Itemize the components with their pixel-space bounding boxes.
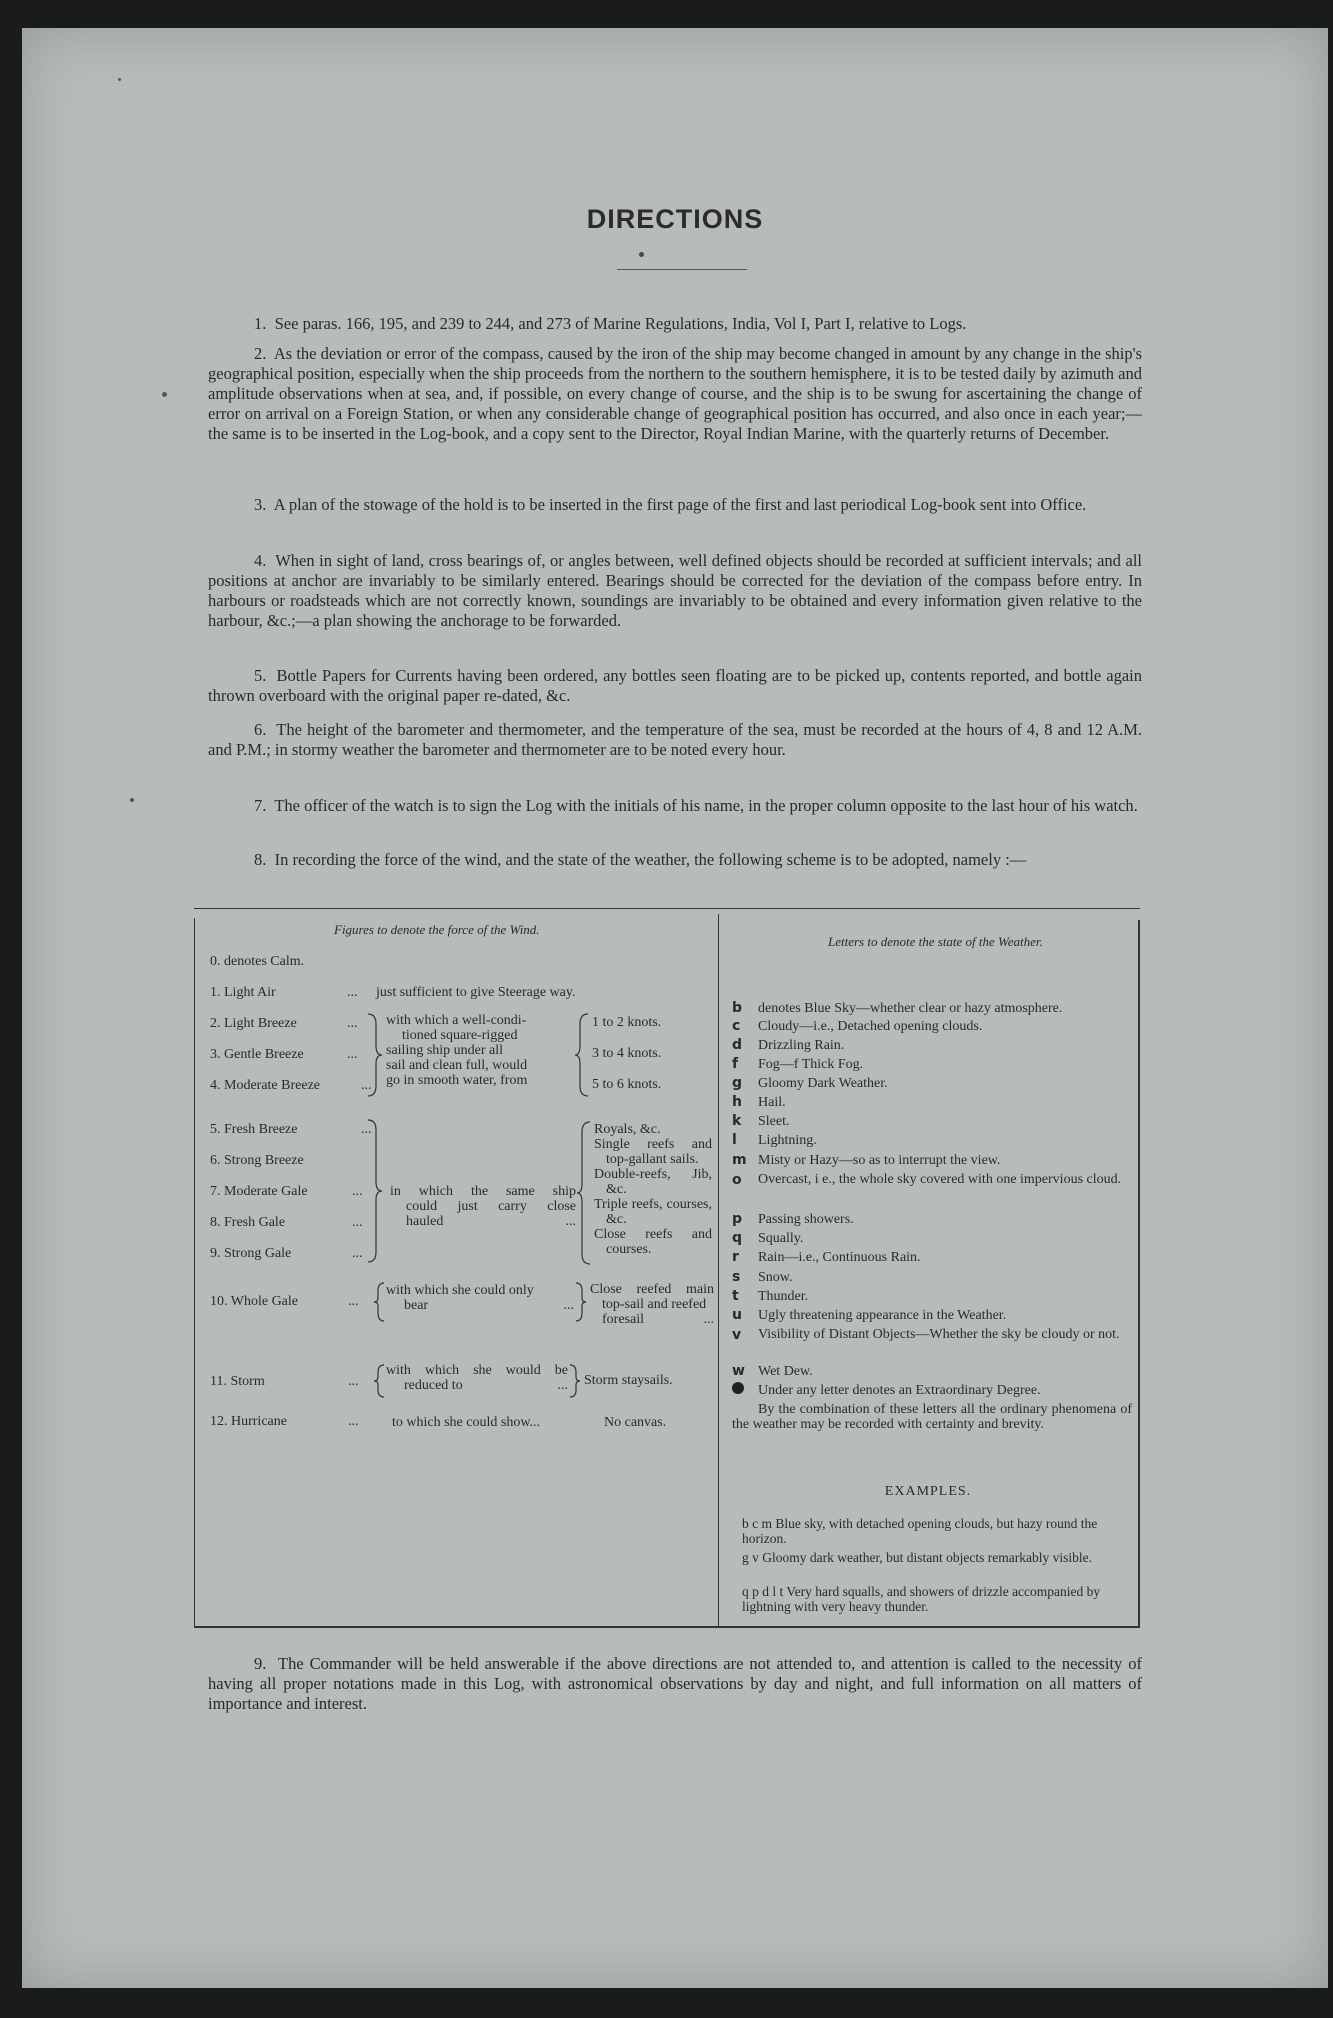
weather-description: denotes Blue Sky—whether clear or hazy atmosphere. — [758, 1001, 1063, 1016]
title-rule — [617, 269, 747, 270]
paragraph-3 — [208, 495, 1142, 515]
description-line: sailing ship under all — [386, 1043, 504, 1058]
page-title: DIRECTIONS — [586, 204, 764, 234]
wind-number: 12. — [210, 1414, 228, 1429]
wind-leader-dots: ... — [348, 1374, 359, 1389]
description-line: with which she could only — [386, 1283, 534, 1298]
wind-label: Moderate Breeze — [224, 1078, 320, 1093]
paragraph-text: Bottle Papers for Currents having been ordered, any bottles seen floating are to be picked up, contents reported, and bottle again thrown overboard with the original paper re-dated, &c. — [208, 666, 1143, 705]
description-line — [386, 1378, 568, 1393]
paragraph-text: The height of the barometer and thermometer, and the temperature of the sea, must be recorded at the hours of 4, 8 and 12 A.M. and P.M.; in stormy weather the barometer and thermometer are to be noted every hour. — [208, 720, 1142, 759]
wind-row-10 — [210, 1293, 370, 1310]
weather-description: Misty or Hazy—so as to interrupt the view. — [758, 1153, 1001, 1168]
wind-row-8 — [210, 1214, 370, 1231]
paragraph-6 — [208, 720, 1142, 760]
wind-label: Moderate Gale — [224, 1184, 308, 1199]
description-line — [386, 1298, 574, 1313]
whole-gale-sails — [590, 1282, 714, 1327]
paragraph-text: The officer of the watch is to sign the Log with the initials of his name, in the proper column opposite to the last hour of his watch. — [274, 796, 1138, 815]
wind-row-1 — [210, 984, 710, 1001]
description-text: bear — [404, 1298, 429, 1313]
knots-line: 1 to 2 knots. — [592, 1015, 662, 1030]
extraordinary-dot-icon — [732, 1382, 744, 1399]
sails-line: Close reefed main — [590, 1282, 714, 1297]
paragraph-9 — [208, 1654, 1142, 1714]
weather-letter: s — [732, 1269, 741, 1285]
description-line: tioned square-rigged — [402, 1028, 518, 1043]
sails-line: top-gallant sails. — [606, 1152, 699, 1167]
wind-leader-dots: ... — [352, 1215, 363, 1230]
example-text: q p d l t Very hard squalls, and showers of drizzle accompanied by lightning with very heavy thunder. — [742, 1584, 1101, 1614]
example-text: g v Gloomy dark weather, but distant objects remarkably visible. — [742, 1550, 1092, 1565]
wind-row-12 — [210, 1413, 370, 1430]
group1-left-brace — [364, 1012, 386, 1098]
weather-description: Squally. — [758, 1231, 804, 1246]
wind-row-4 — [210, 1077, 380, 1094]
weather-description: Thunder. — [758, 1289, 809, 1304]
paragraph-text: As the deviation or error of the compass, caused by the iron of the ship may become changed in amount by any change in the ship's geographical position, especially when the ship proceeds from the northern to the southern hemisphere, it is to be tested daily by azimuth and amplitude observations when at sea, and, if possible, on every change of course, and the ship is to be swung for ascertaining the change of error on arrival on a Foreign Station, or when any considerable change of geographical position has occurred, and also once in each year;—the same is to be inserted in the Log-book, and a copy sent to the Director, Royal Indian Marine, with the quarterly returns of December. — [208, 344, 1143, 443]
wind-label: denotes Calm. — [224, 954, 305, 969]
group1-description — [386, 1013, 576, 1088]
wind-leader-dots: ... — [361, 1122, 372, 1137]
paper-spot — [162, 392, 167, 397]
wind-number: 4. — [210, 1078, 221, 1093]
weather-letter: v — [732, 1327, 742, 1343]
weather-description: Rain—i.e., Continuous Rain. — [758, 1250, 921, 1265]
wind-leader-dots: ... — [352, 1246, 363, 1261]
paragraph-text: In recording the force of the wind, and the state of the weather, the following scheme is to be adopted, namely :— — [274, 850, 1027, 869]
wind-leader-dots: ... — [565, 1214, 576, 1229]
sails-line: top-sail and reefed — [602, 1297, 707, 1312]
wind-leader-dots: ... — [563, 1298, 574, 1313]
description-line: sail and clean full, would — [386, 1058, 528, 1073]
weather-description: Overcast, i e., the whole sky covered with one impervious cloud. — [758, 1172, 1122, 1187]
group1-knots — [592, 1015, 661, 1092]
wind-row-0 — [210, 953, 304, 970]
wind-number: 5. — [210, 1122, 221, 1137]
hurricane-sails: No canvas. — [604, 1415, 667, 1430]
wind-number: 8. — [210, 1215, 221, 1230]
wind-row-5 — [210, 1121, 370, 1138]
wind-leader-dots: ... — [703, 1312, 714, 1327]
description-line — [390, 1214, 576, 1229]
weather-description: Visibility of Distant Objects—Whether the sky be cloudy or not. — [758, 1327, 1120, 1342]
weather-letter: b — [732, 1000, 743, 1016]
paragraph-text: See paras. 166, 195, and 239 to 244, and 273 of Marine Regulations, India, Vol I, Part I, relative to Logs. — [274, 314, 967, 333]
weather-letter: c — [732, 1018, 741, 1034]
weather-letter: l — [732, 1132, 737, 1148]
wind-row-2 — [210, 1015, 370, 1032]
sails-line — [590, 1312, 714, 1327]
weather-description: Passing showers. — [758, 1212, 854, 1227]
paragraph-8 — [208, 850, 1142, 870]
example-3 — [742, 1584, 1134, 1614]
weather-letter: u — [732, 1307, 742, 1323]
sails-line: Triple reefs, courses, — [594, 1197, 712, 1212]
example-2 — [742, 1550, 1134, 1565]
examples-title: EXAMPLES. — [884, 1484, 972, 1499]
table-top-rule — [194, 908, 1140, 909]
storm-right-brace — [568, 1363, 582, 1399]
weather-letter: p — [732, 1211, 743, 1227]
wind-leader-dots: ... — [347, 1047, 358, 1062]
wind-label: Strong Breeze — [224, 1153, 304, 1168]
weather-description: Cloudy—i.e., Detached opening clouds. — [758, 1019, 983, 1034]
sails-line: &c. — [606, 1212, 627, 1227]
paragraph-text: When in sight of land, cross bearings of, or angles between, well defined objects should be recorded at sufficient intervals; and all positions at anchor are invariably to be similarly entered. Bearings should be corrected for the deviation of the compass before entry. In harbours or roadsteads which are not correctly known, soundings are invariably to be obtained and every information given relative to the harbour, &c.;—a plan showing the anchorage to be forwarded. — [208, 551, 1142, 630]
wind-leader-dots: ... — [361, 1078, 372, 1093]
storm-sails: Storm staysails. — [584, 1373, 673, 1388]
weather-letter: k — [732, 1113, 742, 1129]
group2-sails — [594, 1122, 712, 1257]
wind-leader-dots: ... — [348, 1414, 359, 1429]
paragraph-number: 4. — [254, 551, 267, 570]
sails-line: &c. — [606, 1182, 627, 1197]
wind-label: Storm — [230, 1374, 265, 1389]
storm-description — [386, 1363, 568, 1393]
wind-description: just sufficient to give Steerage way. — [376, 985, 576, 1000]
sails-line: Royals, &c. — [594, 1122, 661, 1137]
weather-description: Wet Dew. — [758, 1364, 813, 1379]
weather-letter: w — [732, 1363, 745, 1379]
whole-gale-left-brace — [372, 1281, 386, 1323]
weather-letter: t — [732, 1288, 739, 1304]
weather-letter: o — [732, 1172, 742, 1188]
wind-label: Fresh Gale — [224, 1215, 286, 1230]
weather-letter: d — [732, 1037, 743, 1053]
weather-description: Drizzling Rain. — [758, 1038, 845, 1053]
group2-left-brace — [364, 1118, 386, 1264]
wind-number: 1. — [210, 985, 221, 1000]
wind-label: Whole Gale — [230, 1294, 298, 1309]
paragraph-number: 5. — [254, 666, 267, 685]
wind-number: 0. — [210, 954, 221, 969]
table-right-rule — [1138, 920, 1140, 1628]
group2-right-brace — [576, 1120, 596, 1266]
wind-number: 9. — [210, 1246, 221, 1261]
wind-row-9 — [210, 1245, 370, 1262]
weather-column-header: Letters to denote the state of the Weather. — [828, 934, 1043, 949]
paragraph-number: 6. — [254, 720, 267, 739]
description-line: go in smooth water, from — [386, 1073, 528, 1088]
document-page — [22, 28, 1328, 1988]
wind-number: 6. — [210, 1153, 221, 1168]
paragraph-4 — [208, 551, 1142, 631]
paper-spot — [130, 798, 134, 802]
example-text: b c m Blue sky, with detached opening clouds, but hazy round the horizon. — [742, 1516, 1098, 1546]
paragraph-5 — [208, 666, 1142, 706]
group2-description — [390, 1184, 576, 1229]
wind-number: 7. — [210, 1184, 221, 1199]
weather-description: Hail. — [758, 1095, 786, 1110]
storm-left-brace — [372, 1363, 386, 1399]
description-line: with which she would be — [386, 1363, 568, 1378]
knots-line: 5 to 6 knots. — [592, 1077, 662, 1092]
title-ornament-dot — [639, 252, 644, 257]
wind-label: Gentle Breeze — [224, 1047, 304, 1062]
whole-gale-right-brace — [574, 1281, 588, 1323]
table-bottom-rule — [194, 1626, 1140, 1628]
wind-row-11 — [210, 1373, 370, 1390]
paragraph-text: A plan of the stowage of the hold is to be inserted in the first page of the first and last periodical Log-book sent into Office. — [273, 495, 1087, 514]
paragraph-number: 2. — [254, 344, 267, 363]
paragraph-number: 8. — [254, 850, 267, 869]
example-1 — [742, 1516, 1134, 1546]
wind-row-7 — [210, 1183, 370, 1200]
paragraph-7 — [208, 796, 1142, 816]
wind-leader-dots: ... — [557, 1378, 568, 1393]
wind-leader-dots: ... — [347, 985, 358, 1000]
wind-label: Light Breeze — [224, 1016, 297, 1031]
description-line: could just carry close — [406, 1199, 576, 1214]
wind-number: 3. — [210, 1047, 221, 1062]
paragraph-number: 7. — [254, 796, 267, 815]
weather-description: Ugly threatening appearance in the Weather. — [758, 1308, 1007, 1323]
wind-label: Light Air — [224, 985, 276, 1000]
paragraph-number: 9. — [254, 1654, 267, 1673]
weather-letter: g — [732, 1075, 743, 1091]
sails-line: Close reefs and — [594, 1227, 712, 1242]
wind-label: Fresh Breeze — [224, 1122, 298, 1137]
weather-description: Snow. — [758, 1270, 793, 1285]
wind-label: Hurricane — [231, 1414, 287, 1429]
sails-line: Double-reefs, Jib, — [594, 1167, 712, 1182]
wind-leader-dots: ... — [352, 1184, 363, 1199]
wind-label: Strong Gale — [224, 1246, 292, 1261]
weather-letter: f — [732, 1056, 739, 1072]
paper-spot — [118, 78, 121, 81]
description-text: hauled — [406, 1214, 444, 1229]
group1-right-brace — [574, 1012, 594, 1098]
weather-letter: h — [732, 1094, 742, 1110]
table-left-rule — [194, 918, 195, 1626]
whole-gale-description — [386, 1283, 574, 1313]
sails-line: Single reefs and — [594, 1137, 712, 1152]
description-line: with which a well-condi- — [386, 1013, 527, 1028]
description-text: reduced to — [404, 1378, 463, 1393]
weather-description: Sleet. — [758, 1114, 790, 1129]
paragraph-2 — [208, 344, 1142, 444]
wind-weather-table — [194, 908, 1140, 1628]
description-line: in which the same ship — [390, 1184, 576, 1199]
weather-letter: m — [732, 1152, 747, 1168]
paragraph-text: The Commander will be held answerable if the above directions are not attended to, and attention is called to the necessity of having all proper notations made in this Log, with astronomical observations by day and night, and full information on all matters of importance and interest. — [208, 1654, 1142, 1713]
wind-leader-dots: ... — [347, 1016, 358, 1031]
wind-number: 2. — [210, 1016, 221, 1031]
weather-description: Lightning. — [758, 1133, 817, 1148]
wind-number: 11. — [210, 1374, 227, 1389]
knots-line: 3 to 4 knots. — [592, 1046, 662, 1061]
paragraph-1 — [208, 314, 1142, 334]
weather-description: Under any letter denotes an Extraordinary Degree. — [758, 1383, 1041, 1398]
table-divider — [718, 914, 719, 1626]
hurricane-description: to which she could show... — [392, 1415, 541, 1430]
weather-letter: r — [732, 1249, 739, 1265]
combination-note — [732, 1402, 1132, 1432]
paragraph-number: 1. — [254, 314, 267, 333]
wind-number: 10. — [210, 1294, 228, 1309]
wind-row-3 — [210, 1046, 370, 1063]
paragraph-number: 3. — [254, 495, 267, 514]
wind-row-6 — [210, 1152, 370, 1169]
weather-letter: q — [732, 1230, 743, 1246]
weather-description: Gloomy Dark Weather. — [758, 1076, 888, 1091]
wind-leader-dots: ... — [348, 1294, 359, 1309]
sails-line: courses. — [606, 1242, 652, 1257]
weather-description: Fog—f Thick Fog. — [758, 1057, 864, 1072]
combination-note-text: By the combination of these letters all the ordinary phenomena of the weather may be recorded with certainty and brevity. — [732, 1402, 1132, 1432]
wind-column-header: Figures to denote the force of the Wind. — [334, 922, 540, 937]
sails-text: foresail — [602, 1312, 644, 1327]
